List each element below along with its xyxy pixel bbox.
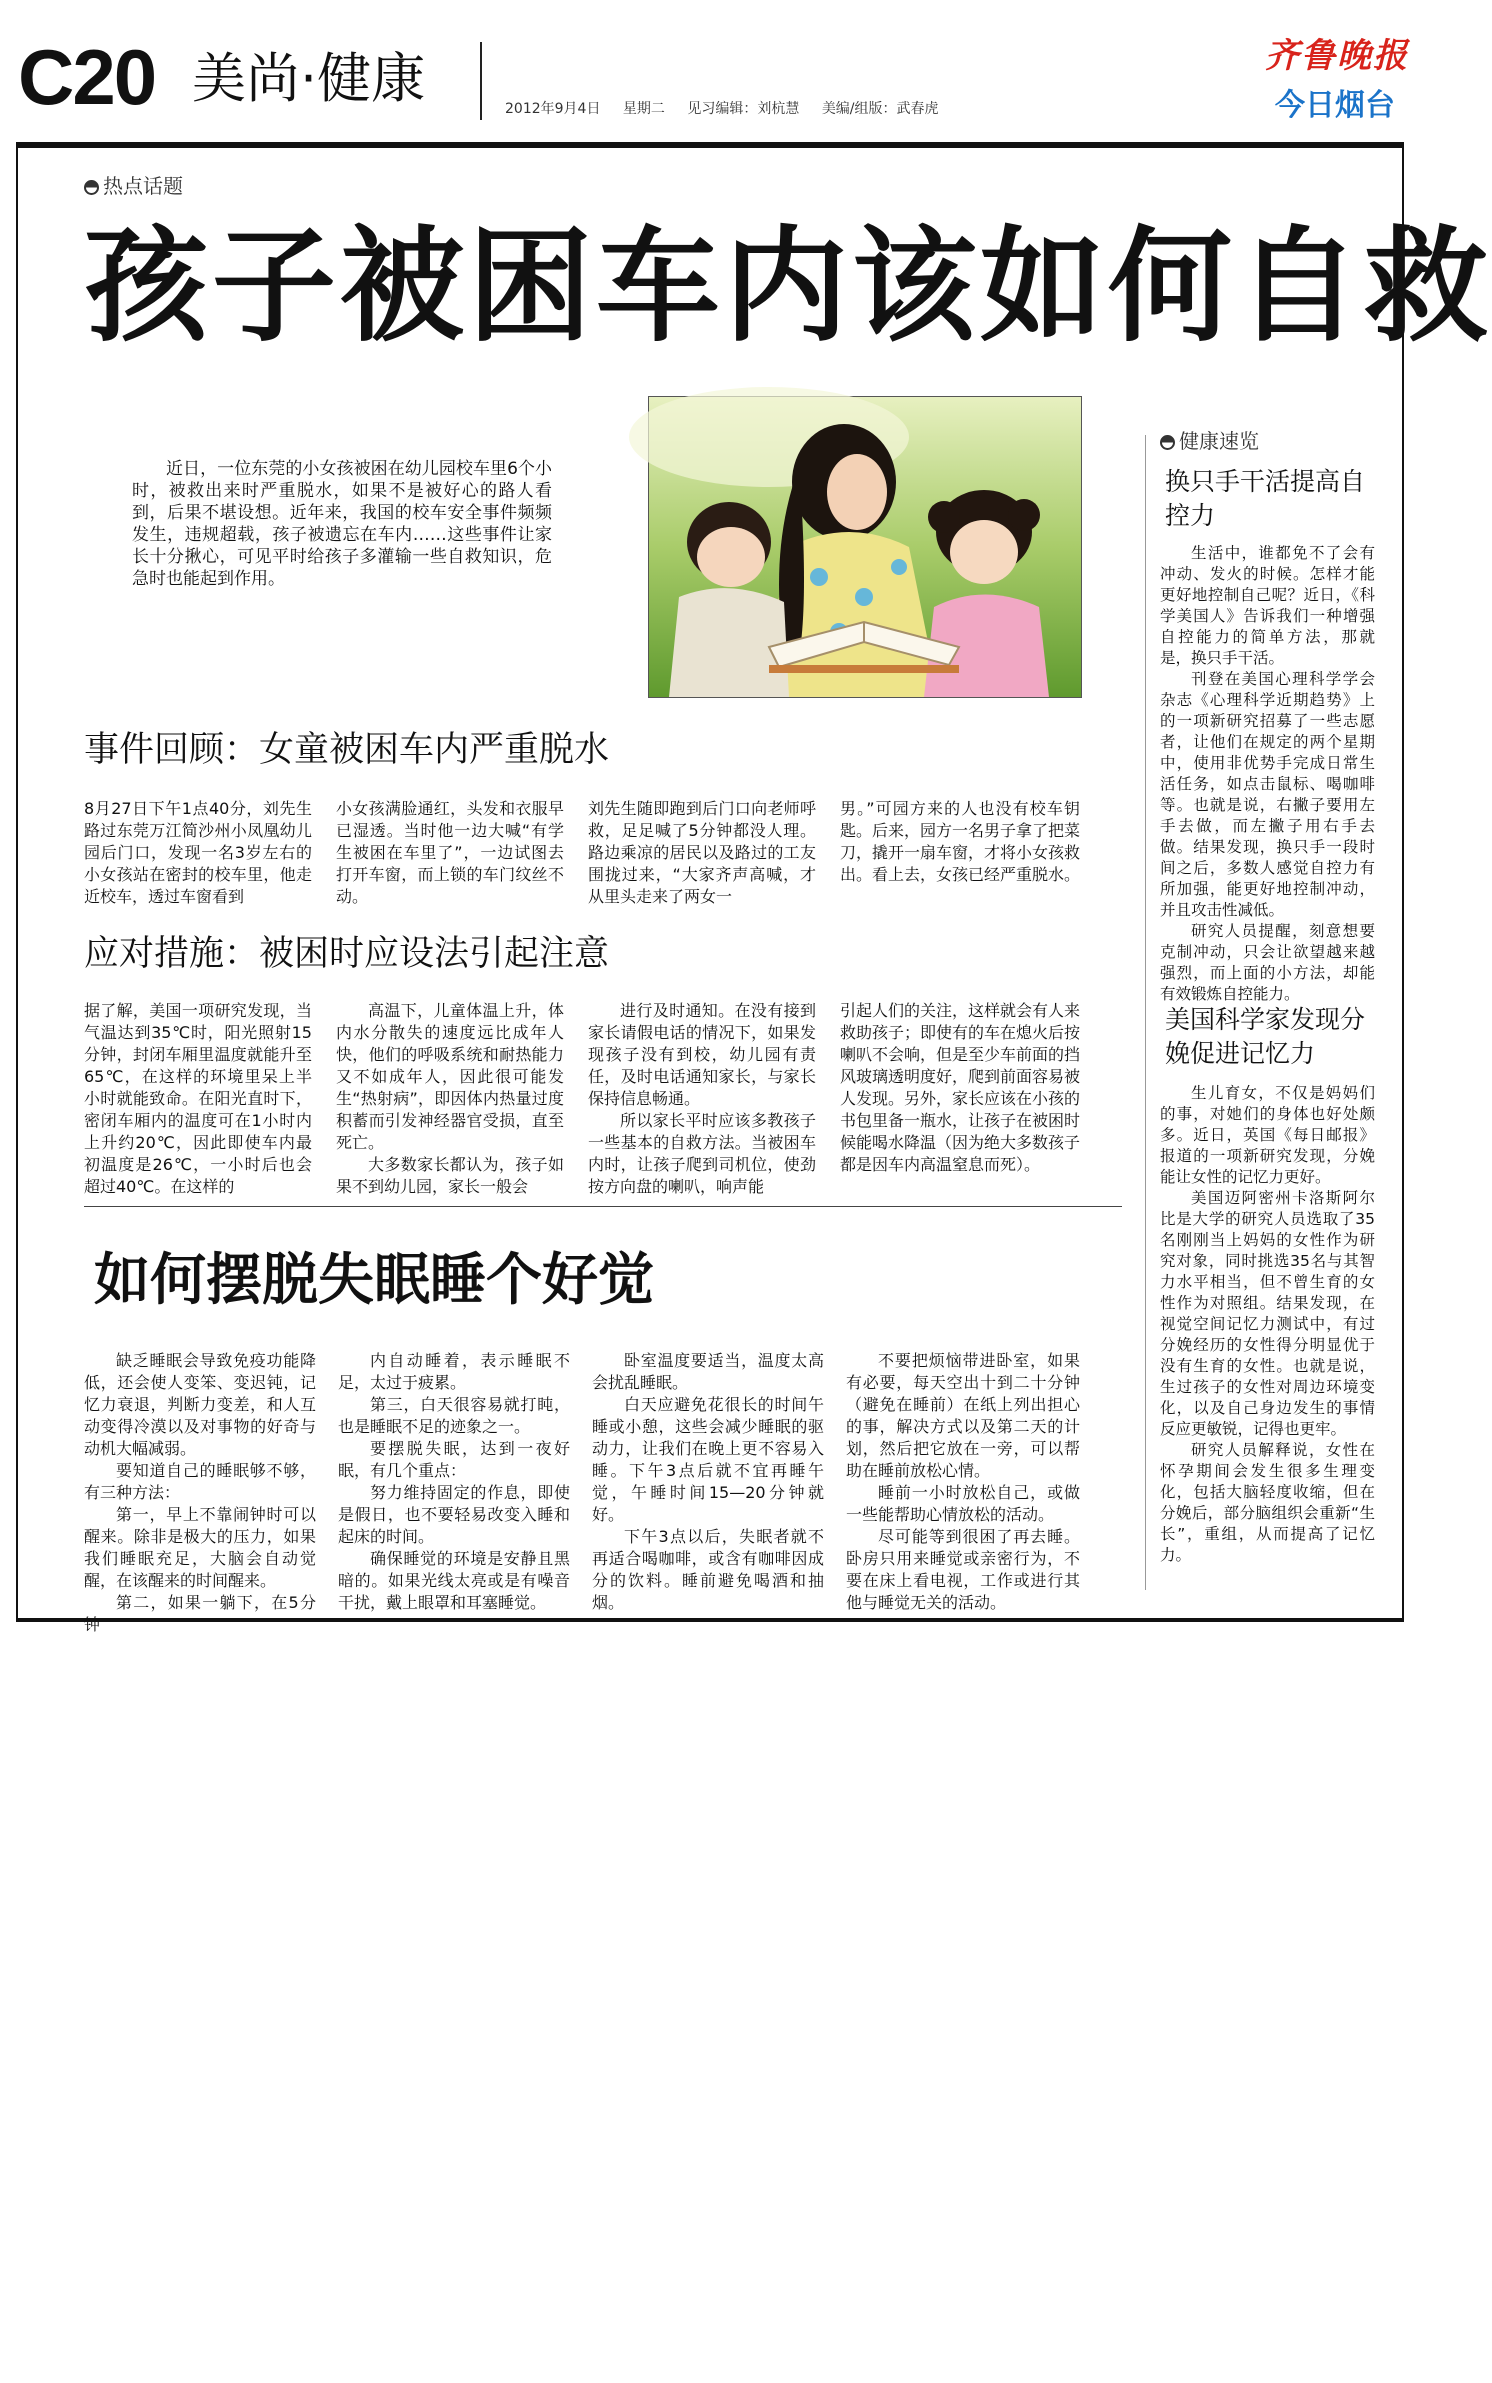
kicker-dot-icon	[1160, 435, 1175, 450]
article-column: 男。”可园方来的人也没有校车钥匙。后来，园方一名男子拿了把菜刀，撬开一扇车窗，才将小女孩救出。看上去，女孩已经严重脱水。	[840, 799, 1081, 884]
article-column	[336, 1000, 564, 1198]
article-paragraph: 所以家长平时应该多教孩子一些基本的自救方法。当被困车内时，让孩子爬到司机位，使劲按方向盘的喇叭，响声能	[588, 1111, 816, 1196]
kicker-hot-topic	[84, 170, 183, 199]
article-column	[338, 1350, 570, 1612]
photo-illustration	[649, 397, 1081, 697]
article-column	[592, 1350, 824, 1612]
article-paragraph: 下午3点以后，失眠者就不再适合喝咖啡，或含有咖啡因成分的饮料。睡前避免喝酒和抽烟。	[592, 1527, 824, 1612]
article-paragraph: 要知道自己的睡眠够不够，有三种方法：	[84, 1461, 316, 1502]
headline: 孩子被困车内该如何自救	[84, 215, 1492, 359]
subhead-countermeasures: 应对措施：被困时应设法引起注意	[84, 934, 610, 974]
edition-name: 今日烟台	[1275, 88, 1395, 123]
article-column	[588, 1000, 816, 1198]
article-paragraph: 第二，如果一躺下，在5分钟	[84, 1593, 316, 1634]
article-column: 据了解，美国一项研究发现，当气温达到35℃时，阳光照射15分钟，封闭车厢里温度就能升至65℃，在这样的环境里呆上半小时就能致命。在阳光直时下，密闭车厢内的温度可在1小时内上升约20℃，因此即使车内最初温度是26℃，一小时后也会超过40℃。在这样的	[84, 1001, 312, 1196]
sidebar-headline-memory: 美国科学家发现分娩促进记忆力	[1165, 1005, 1366, 1068]
sidebar-paragraph: 生活中，谁都免不了会有冲动、发火的时候。怎样才能更好地控制自己呢？近日，《科学美国人》告诉我们一种增强自控能力的简单方法，那就是，换只手干活。	[1160, 544, 1375, 667]
kicker-label: 热点话题	[103, 174, 183, 198]
photo-mother-children-reading	[648, 396, 1082, 698]
article-paragraph: 睡前一小时放松自己，或做一些能帮助心情放松的活动。	[846, 1483, 1080, 1524]
sidebar-paragraph: 刊登在美国心理科学学会杂志《心理科学近期趋势》上的一项新研究招募了一些志愿者，让他们在规定的两个星期中，使用非优势手完成日常生活任务，如点击鼠标、喝咖啡等。也就是说，右撇子要用左手去做，而左撇子用右手去做。结果发现，换只手一段时间之后，多数人感觉自控力有所加强，能更好地控制冲动，并且攻击性减低。	[1160, 670, 1375, 919]
subhead-incident-review: 事件回顾：女童被困车内严重脱水	[84, 730, 610, 770]
sidebar-headline-self-control: 换只手干活提高自控力	[1165, 467, 1366, 530]
sidebar-rule	[1145, 435, 1146, 1590]
article-column: 8月27日下午1点40分，刘先生路过东莞万江简沙州小凤凰幼儿园后门口，发现一名3岁左右的小女孩站在密封的校车里，他走近校车，透过车窗看到	[84, 799, 312, 906]
story-separator	[84, 1206, 1122, 1207]
header-info	[505, 98, 957, 118]
intern-editor: 见习编辑：刘杭慧	[687, 101, 800, 117]
kicker-dot-icon	[84, 180, 99, 195]
article-paragraph: 要摆脱失眠，达到一夜好眠，有几个重点：	[338, 1439, 570, 1480]
article-paragraph: 缺乏睡眠会导致免疫功能降低，还会使人变笨、变迟钝，记忆力衰退，判断力变差，和人互动变得冷漠以及对事物的好奇与动机大幅减弱。	[84, 1351, 316, 1458]
sidebar-article-memory	[1160, 1083, 1375, 1583]
sidebar-paragraph: 研究人员提醒，刻意想要克制冲动，只会让欲望越来越强烈，而上面的小方法，却能有效锻炼自控能力。	[1160, 922, 1375, 1003]
article-paragraph: 大多数家长都认为，孩子如果不到幼儿园，家长一般会	[336, 1155, 564, 1196]
section-title: 美尚·健康	[192, 47, 426, 110]
kicker-health-brief	[1160, 425, 1259, 454]
article-paragraph: 高温下，儿童体温上升，体内水分散失的速度远比成年人快，他们的呼吸系统和耐热能力又不如成年人，因此很可能发生“热射病”，即因体内热量过度积蓄而引发神经器官受损，直至死亡。	[336, 1001, 564, 1152]
article-paragraph: 不要把烦恼带进卧室，如果有必要，每天空出十到二十分钟（避免在睡前）在纸上列出担心的事，解决方式以及第二天的计划，然后把它放在一旁，可以帮助在睡前放松心情。	[846, 1351, 1080, 1480]
headline-sleep-story: 如何摆脱失眠睡个好觉	[94, 1248, 654, 1313]
article-paragraph: 进行及时通知。在没有接到家长请假电话的情况下，如果发现孩子没有到校，幼儿园有责任，及时电话通知家长，与家长保持信息畅通。	[588, 1001, 816, 1108]
article-paragraph: 内自动睡着，表示睡眠不足，太过于疲累。	[338, 1351, 570, 1392]
sidebar-paragraph: 研究人员解释说，女性在怀孕期间会发生很多生理变化，包括大脑轻度收缩，但在分娩后，部分脑组织会重新“生长”，重组，从而提高了记忆力。	[1160, 1441, 1375, 1564]
newspaper-logo: 齐鲁晚报	[1265, 36, 1409, 76]
header-divider	[480, 42, 482, 120]
article-column: 刘先生随即跑到后门口向老师呼救，足足喊了5分钟都没人理。路边乘凉的居民以及路过的工友围拢过来，“大家齐声高喊，才从里头走来了两女一	[588, 799, 816, 906]
article-paragraph: 尽可能等到很困了再去睡。卧房只用来睡觉或亲密行为，不要在床上看电视，工作或进行其他与睡觉无关的活动。	[846, 1527, 1080, 1612]
article-column	[84, 1350, 316, 1634]
article-paragraph: 努力维持固定的作息，即使是假日，也不要轻易改变入睡和起床的时间。	[338, 1483, 570, 1546]
article-paragraph: 第一，早上不靠闹钟时可以醒来。除非是极大的压力，如果我们睡眠充足，大脑会自动觉醒，在该醒来的时间醒来。	[84, 1505, 316, 1590]
page-number: C20	[18, 33, 156, 121]
layout-editor: 美编/组版：武春虎	[821, 101, 939, 117]
issue-date: 2012年9月4日	[505, 101, 601, 117]
article-column: 小女孩满脸通红，头发和衣服早已湿透。当时他一边大喊“有学生被困在车里了”，一边试图去打开车窗，而上锁的车门纹丝不动。	[336, 799, 564, 906]
lede-paragraph: 近日，一位东莞的小女孩被困在幼儿园校车里6个小时，被救出来时严重脱水，如果不是被好心的路人看到，后果不堪设想。近年来，我国的校车安全事件频频发生，违规超载，孩子被遗忘在车内……这些事件让家长十分揪心，可见平时给孩子多灌输一些自救知识，危急时也能起到作用。	[132, 459, 552, 589]
sidebar-paragraph: 生儿育女，不仅是妈妈们的事，对她们的身体也好处颇多。近日，英国《每日邮报》报道的一项新研究发现，分娩能让女性的记忆力更好。	[1160, 1084, 1375, 1186]
sidebar-article-self-control	[1160, 543, 1375, 1003]
article-paragraph: 白天应避免花很长的时间午睡或小憩，这些会减少睡眠的驱动力，让我们在晚上更不容易入睡。下午3点后就不宜再睡午觉，午睡时间15—20分钟就好。	[592, 1395, 824, 1524]
article-paragraph: 卧室温度要适当，温度太高会扰乱睡眠。	[592, 1351, 824, 1392]
sidebar-paragraph: 美国迈阿密州卡洛斯阿尔比是大学的研究人员选取了35名刚刚当上妈妈的女性作为研究对象，同时挑选35名与其智力水平相当，但不曾生育的女性作为对照组。结果发现，在视觉空间记忆力测试中，有过分娩经历的女性得分明显优于没有生育的女性。也就是说，生过孩子的女性对周边环境变化，以及自己身边发生的事情反应更敏锐，记得也更牢。	[1160, 1189, 1375, 1438]
kicker-label: 健康速览	[1179, 429, 1259, 453]
article-column: 引起人们的关注，这样就会有人来救助孩子；即使有的车在熄火后按喇叭不会响，但是至少车前面的挡风玻璃透明度好，爬到前面容易被人发现。另外，家长应该在小孩的书包里备一瓶水，让孩子在被困时候能喝水降温（因为绝大多数孩子都是因车内高温窒息而死）。	[840, 1001, 1081, 1174]
issue-weekday: 星期二	[622, 101, 665, 117]
article-paragraph: 第三，白天很容易就打盹，也是睡眠不足的迹象之一。	[338, 1395, 570, 1436]
article-column	[846, 1350, 1080, 1612]
article-paragraph: 确保睡觉的环境是安静且黑暗的。如果光线太亮或是有噪音干扰，戴上眼罩和耳塞睡觉。	[338, 1549, 570, 1612]
